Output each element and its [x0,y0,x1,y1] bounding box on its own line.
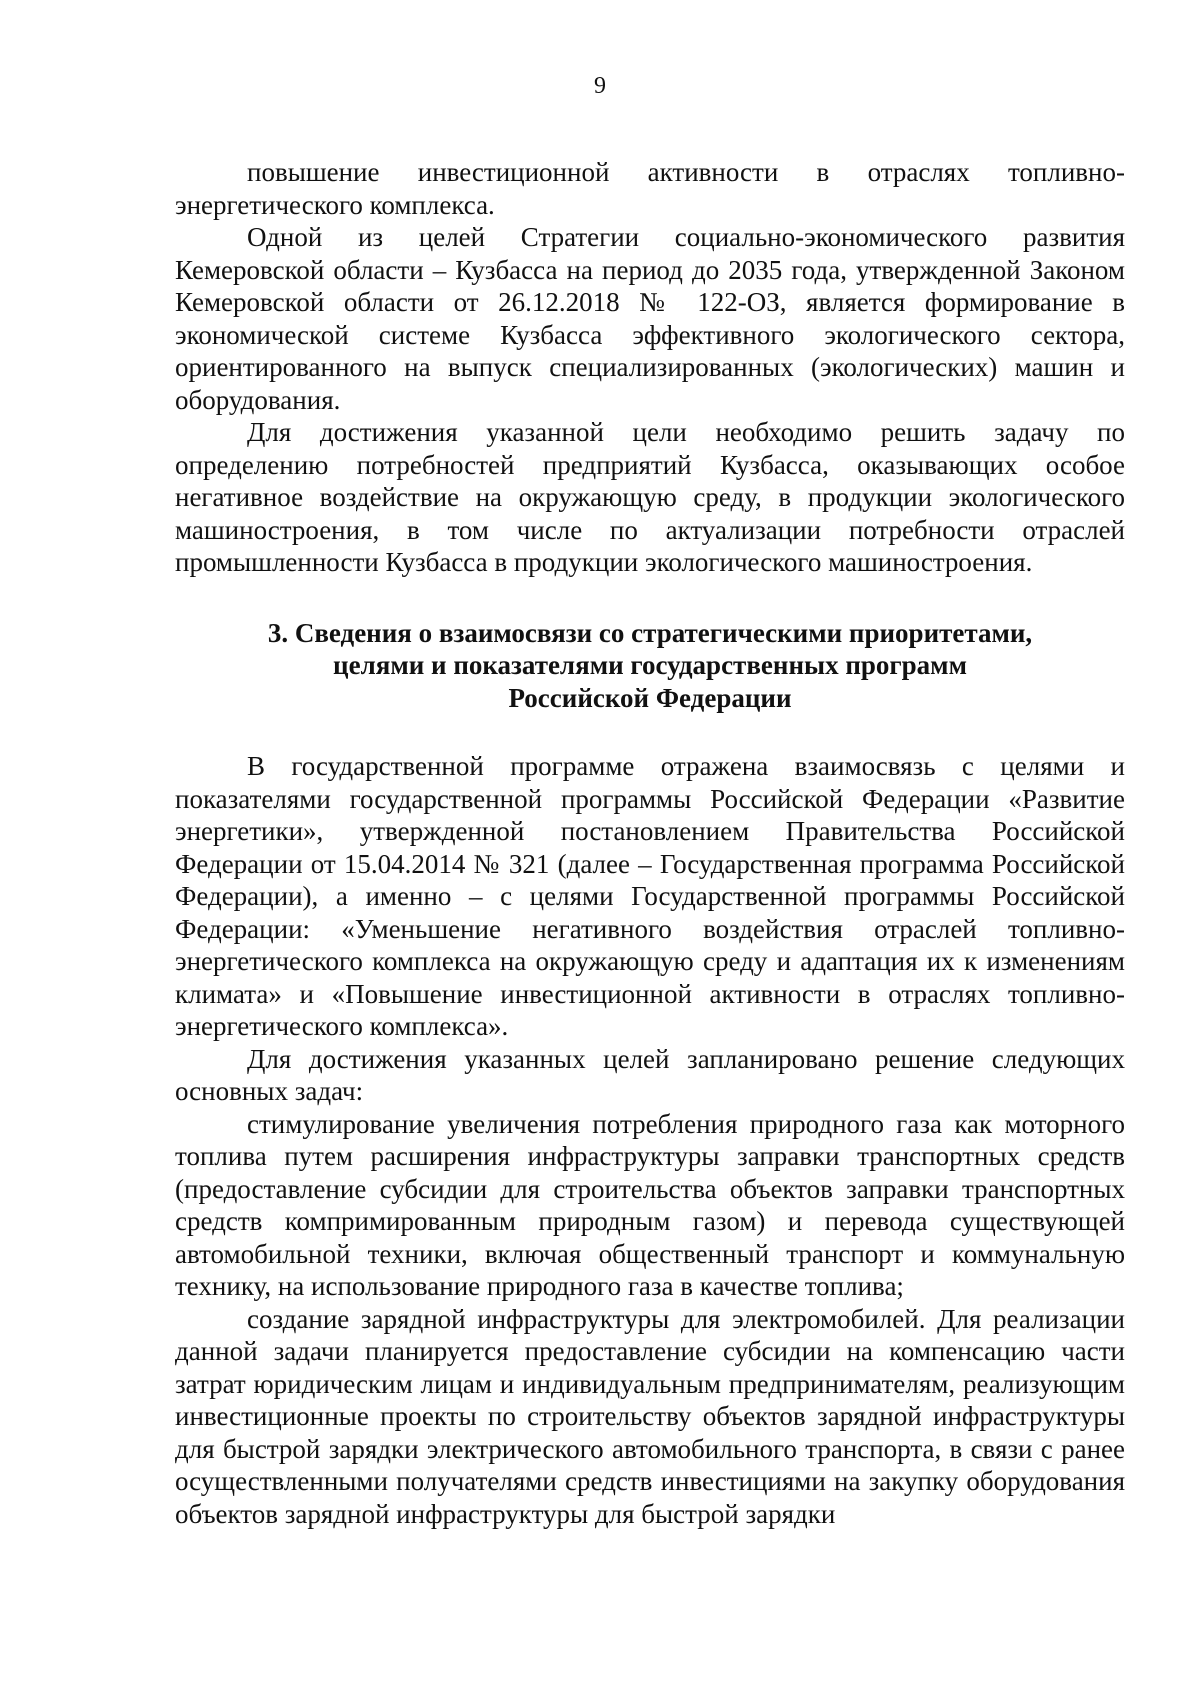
document-body [175,156,1125,1530]
paragraph-strategy-goal: Одной из целей Стратегии социально-экономического развития Кемеровской области – Кузбасса на период до 2035 года, утвержденной Законом Кемеровской области от 26.12.2018 № 122-ОЗ, является формирование в экономической системе Кузбасса эффективного экологического сектора, ориентированного на выпуск специализированных (экологических) машин и оборудования. [175,222,1125,415]
section-heading-line-1: 3. Сведения о взаимосвязи со стратегическими приоритетами, [267,617,1033,648]
paragraph-charging-infrastructure-task: создание зарядной инфраструктуры для электромобилей. Для реализации данной задачи планируется предоставление субсидии на компенсацию части затрат юридическим лицам и индивидуальным предпринимателям, реализующим инвестиционные проекты по строительству объектов зарядной инфраструктуры для быстрой зарядки электрического автомобильного транспорта, в связи с ранее осуществленными получателями средств инвестициями на закупку оборудования объектов зарядной инфраструктуры для быстрой зарядки [175,1303,1125,1529]
paragraph-state-program-link: В государственной программе отражена взаимосвязь с целями и показателями государственной программы Российской Федерации «Развитие энергетики», утвержденной постановлением Правительства Российской Федерации от 15.04.2014 № 321 (далее – Государственная программа Российской Федерации), а именно – с целями Государственной программы Российской Федерации: «Уменьшение негативного воздействия отраслей топливно-энергетического комплекса на окружающую среду и адаптация их к изменениям климата» и «Повышение инвестиционной активности в отраслях топливно-энергетического комплекса». [175,751,1125,1041]
section-heading-line-2: целями и показателями государственных программ [333,650,967,680]
paragraph-achieving-goal: Для достижения указанной цели необходимо решить задачу по определению потребностей предприятий Кузбасса, оказывающих особое негативное воздействие на окружающую среду, в продукции экологического машиностроения, в том числе по актуализации потребности отраслей промышленности Кузбасса в продукции экологического машиностроения. [175,417,1125,577]
section-heading-line-3: Российской Федерации [508,682,792,713]
paragraph-investment-activity: повышение инвестиционной активности в отраслях топливно-энергетического комплекса. [175,157,1125,220]
page-number: 9 [594,73,606,99]
section-heading [175,617,1125,715]
paragraph-natural-gas-task: стимулирование увеличения потребления природного газа как моторного топлива путем расширения инфраструктуры заправки транспортных средств (предоставление субсидии для строительства объектов заправки транспортных средств компримированным природным газом) и перевода существующей автомобильной техники, включая общественный транспорт и коммунальную технику, на использование природного газа в качестве топлива; [175,1108,1125,1301]
paragraph-tasks-intro: Для достижения указанных целей запланировано решение следующих основных задач: [175,1043,1125,1106]
